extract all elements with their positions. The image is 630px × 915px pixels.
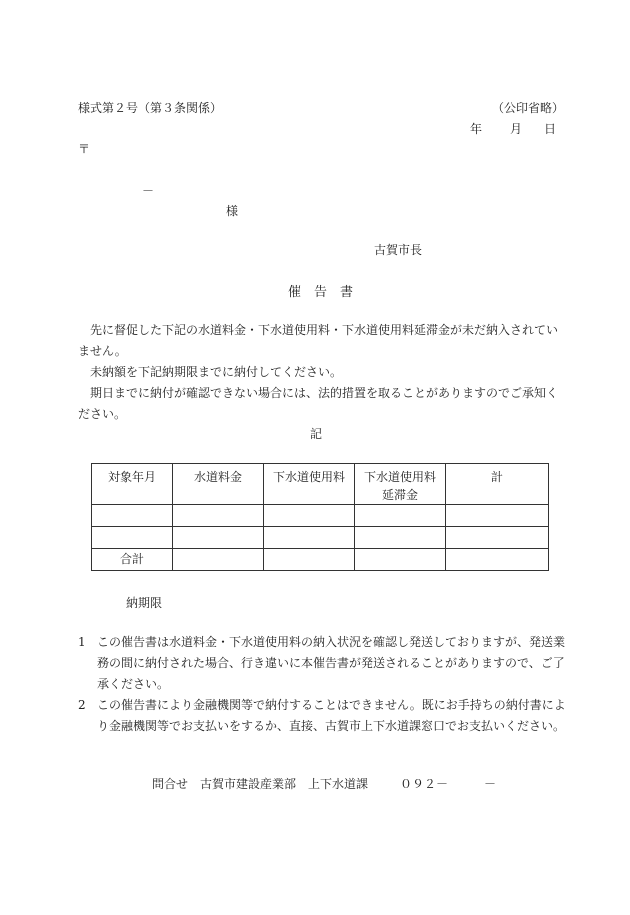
body-paragraph: 期日までに納付が確認できない場合には、法的措置を取ることがありますのでご承知ください。 <box>78 386 559 421</box>
column-header-period: 対象年月 <box>92 464 173 505</box>
table-cell <box>355 549 446 571</box>
body-text <box>78 320 562 425</box>
table-row <box>92 527 549 549</box>
seal-omitted-note: （公印省略） <box>492 101 565 115</box>
contact-phone-dash: － <box>484 777 497 791</box>
table-cell <box>355 505 446 527</box>
note-number: 1 <box>78 635 86 649</box>
note-text: この催告書により金融機関等で納付することはできません。既にお手持ちの納付書により金融機関等でお支払いをするか、直接、古賀市上下水道課窓口でお支払いください。 <box>97 698 566 733</box>
column-header-sewer-fee: 下水道使用料 <box>264 464 355 505</box>
notes-list <box>78 632 568 737</box>
column-header-total: 計 <box>446 464 549 505</box>
date-year: 年 <box>470 122 483 136</box>
table-header-row <box>92 464 549 505</box>
form-number: 様式第２号（第３条関係） <box>78 101 223 115</box>
ki-heading: 記 <box>310 427 323 441</box>
table-cell <box>264 505 355 527</box>
note-text: この催告書は水道料金・下水道使用料の納入状況を確認し発送しておりますが、発送業務の間に納付された場合、行き違いに本催告書が発送されることがありますので、ご了承ください。 <box>97 635 566 691</box>
total-label-cell: 合計 <box>92 549 173 571</box>
document-title: 催 告 書 <box>288 285 354 300</box>
column-header-sewer-late-fee: 下水道使用料延滞金 <box>355 464 446 505</box>
column-header-water-fee: 水道料金 <box>173 464 264 505</box>
note-item <box>78 632 568 695</box>
table-cell <box>173 527 264 549</box>
date-month: 月 <box>510 122 523 136</box>
table-cell <box>173 505 264 527</box>
sender-name: 古賀市長 <box>374 243 423 257</box>
table-cell <box>446 549 549 571</box>
note-number: 2 <box>78 698 86 712</box>
body-paragraph: 先に督促した下記の水道料金・下水道使用料・下水道使用料延滞金が未だ納入されていません。 <box>78 323 559 358</box>
table-cell <box>92 505 173 527</box>
deadline-label: 納期限 <box>126 596 163 610</box>
amount-table <box>91 463 549 571</box>
table-cell <box>173 549 264 571</box>
table-total-row <box>92 549 549 571</box>
table-cell <box>264 549 355 571</box>
table-cell <box>264 527 355 549</box>
table-cell <box>446 527 549 549</box>
note-item <box>78 695 568 737</box>
table-row <box>92 505 549 527</box>
contact-label: 問合せ <box>152 777 189 791</box>
table-cell <box>446 505 549 527</box>
date-day: 日 <box>544 122 557 136</box>
address-dash: － <box>142 184 155 198</box>
contact-department: 古賀市建設産業部 上下水道課 <box>200 777 369 791</box>
table-cell <box>92 527 173 549</box>
body-paragraph: 未納額を下記納期限までに納付してください。 <box>90 365 343 379</box>
contact-phone-prefix: ０９２－ <box>400 777 449 791</box>
postal-mark: 〒 <box>78 142 91 156</box>
recipient-honorific: 様 <box>226 204 239 218</box>
table-cell <box>355 527 446 549</box>
